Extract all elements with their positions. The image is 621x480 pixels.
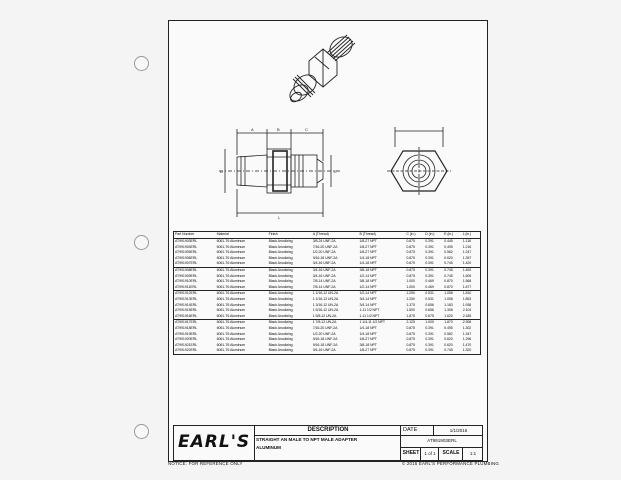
cell-material: 6061-T6 Aluminum — [216, 348, 246, 353]
binder-hole-top — [134, 56, 149, 71]
cell-e: 0.745 — [444, 261, 453, 266]
cell-c: 0.875 — [406, 325, 415, 330]
rights-notice: © 2016 EARL'S PERFORMANCE PLUMBING — [402, 461, 500, 466]
reference-notice: NOTICE: FOR REFERENCE ONLY — [168, 461, 243, 466]
cell-finish: Black Anodizing — [268, 255, 293, 260]
cell-material: 6061-T6 Aluminum — [216, 255, 246, 260]
cell-a: 1 1/16-12 UN-2A — [312, 296, 339, 301]
cell-d: 0.391 — [424, 267, 443, 273]
cell-a: 3/4-16 UNF-2A — [312, 348, 336, 353]
cell-c: 1.250 — [406, 296, 415, 301]
cell-c: 0.875 — [406, 261, 415, 266]
col-finish: Finish — [268, 232, 312, 239]
col-material: Material — [216, 232, 268, 239]
cell-l: 1.492 — [462, 267, 481, 273]
cell-part-number: AT991911ERL — [175, 284, 197, 289]
cell-c: 0.875 — [405, 267, 424, 273]
cell-d: 0.391 — [425, 342, 434, 347]
cell-d: 0.391 — [425, 239, 434, 243]
cell-finish: Black Anodizing — [268, 250, 293, 255]
cell-a: 7/16-20 UNF-2A — [312, 325, 338, 330]
cell-finish: Black Anodizing — [268, 239, 293, 243]
cell-l: 1.420 — [462, 261, 472, 266]
cell-e: 1.058 — [443, 291, 462, 297]
cell-part-number: AT991904ERL — [175, 244, 198, 249]
cell-material: 6061-T6 Aluminum — [216, 284, 246, 289]
cell-finish: Black Anodizing — [268, 267, 312, 273]
cell-b: 1/8-27 NPT — [359, 337, 377, 342]
dim-a-label: A — [251, 127, 254, 132]
dim-b-label: B — [277, 127, 280, 132]
cell-d: 0.391 — [425, 261, 434, 266]
cell-b: 1/4-18 NPT — [359, 325, 377, 330]
cell-d: 0.656 — [425, 302, 434, 307]
cell-l: 1.397 — [462, 255, 472, 260]
cell-l: 1.810 — [462, 291, 481, 297]
cell-finish: Black Anodizing — [268, 261, 293, 266]
cell-b: 3/8-18 NPT — [359, 279, 377, 284]
cell-c: 0.875 — [406, 331, 415, 336]
spec-table-body — [174, 239, 481, 355]
cell-c: 1.250 — [405, 291, 424, 297]
binder-hole-middle — [134, 235, 149, 250]
scale-header: SCALE — [438, 447, 463, 460]
cell-material: 6061-T6 Aluminum — [216, 331, 246, 336]
cell-part-number: AT991907ERL — [175, 261, 198, 266]
cell-material: 6061-T6 Aluminum — [216, 308, 246, 313]
cell-c: 0.875 — [406, 239, 415, 243]
cell-finish: Black Anodizing — [268, 337, 293, 342]
cell-l: 1.118 — [462, 239, 471, 243]
cell-l: 1.470 — [462, 342, 472, 347]
dim-l-label: L — [278, 215, 281, 220]
cell-c: 2.125 — [405, 320, 424, 326]
date-value: 1/1/2016 — [433, 426, 483, 436]
cell-e: 1.058 — [444, 296, 453, 301]
cell-d: 0.656 — [425, 308, 434, 313]
cell-c: 1.375 — [406, 302, 415, 307]
cell-e: 1.870 — [443, 320, 462, 326]
description-line-1: STRAIGHT AN MALE TO NPT MALE ADAPTER — [256, 437, 358, 442]
cell-e: 1.620 — [444, 313, 453, 318]
cell-l: 1.605 — [462, 273, 472, 278]
cell-part-number: AT991908ERL — [174, 267, 216, 273]
cell-d: 0.469 — [425, 279, 434, 284]
cell-a: 9/16-18 UNF-2A — [312, 255, 338, 260]
cell-part-number: AT991917ERL — [174, 320, 216, 326]
cell-material: 6061-T6 Aluminum — [216, 244, 246, 249]
cell-l: 2.185 — [462, 313, 472, 318]
cell-material: 6061-T6 Aluminum — [216, 342, 246, 347]
cell-material: 6061-T6 Aluminum — [216, 250, 246, 255]
cell-a: 1 5/8-12 UN-2A — [312, 313, 337, 318]
cell-material: 6061-T6 Aluminum — [216, 337, 246, 342]
cell-c: 1.875 — [406, 313, 415, 318]
cell-b: 3/8-18 NPT — [359, 342, 377, 347]
sheet-header: SHEET — [400, 447, 421, 460]
cell-part-number: AT991922ERL — [175, 348, 198, 353]
cell-finish: Black Anodizing — [268, 302, 293, 307]
cell-a: 1 1/16-12 UN-2A — [312, 291, 359, 297]
description-header: DESCRIPTION — [254, 426, 401, 436]
cell-finish: Black Anodizing — [268, 244, 293, 249]
spec-table — [173, 231, 481, 355]
cell-e: 0.495 — [444, 325, 453, 330]
cell-e: 0.620 — [444, 342, 453, 347]
description-line-2: ALUMINUM — [256, 445, 282, 450]
cell-part-number: AT991915ERL — [175, 308, 198, 313]
cell-b: 1/2-14 NPT — [359, 284, 377, 289]
side-view-drawing — [215, 121, 345, 231]
cell-d: 0.875 — [425, 313, 434, 318]
cell-part-number: AT991920ERL — [175, 337, 198, 342]
cell-part-number: AT991909ERL — [175, 273, 198, 278]
cell-d: 0.531 — [424, 291, 443, 297]
cell-c: 0.875 — [406, 342, 415, 347]
col-a: A (Thread) — [312, 232, 359, 239]
part-number-value: AT991903ERL — [400, 435, 483, 448]
cell-b: 1 1/4-11 1/2 NPT — [359, 320, 406, 326]
cell-d: 0.391 — [425, 273, 434, 278]
cell-e: 0.870 — [444, 284, 453, 289]
cell-material: 6061-T6 Aluminum — [216, 273, 246, 278]
cell-d: 0.531 — [425, 296, 434, 301]
binder-hole-bottom — [134, 424, 149, 439]
cell-l: 2.306 — [462, 320, 481, 326]
cell-d: 0.391 — [425, 331, 434, 336]
cell-finish: Black Anodizing — [268, 320, 312, 326]
cell-b: 1/4-18 NPT — [359, 255, 377, 260]
date-header: DATE — [400, 426, 434, 436]
cell-a: 3/4-16 UNF-2A — [312, 261, 336, 266]
cell-c: 0.875 — [406, 255, 415, 260]
cell-material: 6061-T6 Aluminum — [216, 325, 246, 330]
col-l: L (in.) — [462, 232, 481, 239]
cell-finish: Black Anodizing — [268, 308, 293, 313]
cell-e: 0.562 — [444, 331, 453, 336]
cell-l: 1.320 — [462, 348, 472, 353]
cell-d: 0.391 — [425, 348, 434, 353]
cell-e: 0.870 — [444, 279, 453, 284]
front-hex-view-drawing — [387, 121, 451, 211]
col-e: E (in.) — [443, 232, 462, 239]
cell-e: 0.745 — [444, 348, 453, 353]
cell-part-number: AT991905ERL — [175, 250, 198, 255]
cell-part-number: AT991912ERL — [174, 291, 216, 297]
cell-l: 1.347 — [462, 331, 472, 336]
cell-e: 1.308 — [444, 308, 453, 313]
cell-b: 1/8-27 NPT — [359, 239, 377, 243]
spec-table-header-row — [174, 232, 481, 239]
cell-e: 0.745 — [443, 267, 462, 273]
cell-c: 0.875 — [406, 348, 415, 353]
cell-finish: Black Anodizing — [268, 348, 293, 353]
cell-c: 0.875 — [406, 337, 415, 342]
cell-finish: Black Anodizing — [268, 273, 293, 278]
cell-part-number: AT991913ERL — [175, 296, 198, 301]
cell-a: 1 3/16-12 UN-2A — [312, 302, 339, 307]
cell-material: 6061-T6 Aluminum — [216, 279, 246, 284]
cell-a: 1/2-20 UNF-2A — [312, 250, 336, 255]
cell-material: 6061-T6 Aluminum — [216, 302, 246, 307]
isometric-view-drawing — [279, 31, 371, 109]
cell-material: 6061-T6 Aluminum — [216, 291, 268, 297]
dim-c-label: C — [305, 127, 308, 132]
cell-part-number: AT991916ERL — [175, 313, 198, 318]
cell-finish: Black Anodizing — [268, 331, 293, 336]
cell-finish: Black Anodizing — [268, 291, 312, 297]
cell-b: 3/4-14 NPT — [359, 302, 377, 307]
cell-e: 0.745 — [444, 273, 453, 278]
cell-a: 3/4-16 UNF-2A — [312, 273, 336, 278]
cell-part-number: AT991919ERL — [175, 331, 198, 336]
cell-c: 1.000 — [406, 284, 415, 289]
cell-l: 1.302 — [462, 325, 472, 330]
cell-a: 9/16-18 UNF-2A — [312, 337, 338, 342]
cell-e: 0.445 — [444, 239, 453, 243]
col-d: D (in.) — [424, 232, 443, 239]
cell-d: 0.469 — [425, 284, 434, 289]
cell-e: 0.620 — [444, 255, 453, 260]
cell-a: 7/16-20 UNF-2A — [312, 244, 338, 249]
cell-part-number: AT991918ERL — [175, 325, 198, 330]
cell-l: 1.568 — [462, 279, 472, 284]
cell-l: 1.853 — [462, 296, 472, 301]
dim-e-label: E — [334, 169, 337, 174]
cell-b: 1-11 1/2 NPT — [359, 313, 380, 318]
cell-b: 1/2-14 NPT — [359, 273, 377, 278]
cell-material: 6061-T6 Aluminum — [216, 320, 268, 326]
cell-finish: Black Anodizing — [268, 313, 293, 318]
cell-l: 1.247 — [462, 250, 472, 255]
cell-part-number: AT991921ERL — [175, 342, 198, 347]
cell-finish: Black Anodizing — [268, 279, 293, 284]
cell-finish: Black Anodizing — [268, 342, 293, 347]
cell-a: 3/8-24 UNF-2A — [312, 239, 336, 243]
cell-d: 1.000 — [424, 320, 443, 326]
cell-material: 6061-T6 Aluminum — [216, 313, 246, 318]
cell-material: 6061-T6 Aluminum — [216, 261, 246, 266]
cell-b: 3/4-14 NPT — [359, 296, 377, 301]
cell-material: 6061-T6 Aluminum — [216, 267, 268, 273]
cell-part-number: AT991903ERL — [175, 239, 198, 243]
cell-l: 1.216 — [462, 244, 472, 249]
col-part-number: Part Number — [174, 232, 216, 239]
cell-finish: Black Anodizing — [268, 325, 293, 330]
cell-b: 1/8-27 NPT — [359, 244, 377, 249]
cell-e: 0.495 — [444, 244, 453, 249]
cell-a: 1 5/16-12 UN-2A — [312, 308, 339, 313]
cell-c: 0.875 — [406, 244, 415, 249]
cell-finish: Black Anodizing — [268, 296, 293, 301]
cell-part-number: AT991910ERL — [175, 279, 198, 284]
cell-b: 3/8-18 NPT — [359, 267, 406, 273]
sheet-value: 1 of 1 — [420, 447, 439, 460]
cell-material: 6061-T6 Aluminum — [216, 296, 246, 301]
cell-l: 2.104 — [462, 308, 472, 313]
cell-a: 3/4-16 UNF-2A — [312, 267, 359, 273]
cell-b: 1/8-27 NPT — [359, 348, 377, 353]
cell-c: 1.500 — [406, 308, 415, 313]
cell-d: 0.391 — [425, 250, 434, 255]
cell-b: 1-11 1/2 NPT — [359, 308, 380, 313]
cell-part-number: AT991914ERL — [175, 302, 198, 307]
cell-part-number: AT991906ERL — [175, 255, 198, 260]
cell-a: 7/8-14 UNF-2A — [312, 279, 336, 284]
earls-logo: EARL'S — [178, 432, 251, 452]
cell-c: 1.000 — [406, 279, 415, 284]
table-row — [174, 348, 481, 354]
cell-d: 0.391 — [425, 325, 434, 330]
cell-l: 1.296 — [462, 337, 472, 342]
cell-d: 0.391 — [425, 244, 434, 249]
cell-e: 0.562 — [444, 250, 453, 255]
cell-l: 1.938 — [462, 302, 472, 307]
col-c: C (in.) — [405, 232, 424, 239]
cell-a: 7/8-14 UNF-2A — [312, 284, 336, 289]
cell-b: 1/4-18 NPT — [359, 261, 377, 266]
cell-c: 0.875 — [406, 273, 415, 278]
cell-b: 1/4-18 NPT — [359, 331, 377, 336]
cell-a: 9/16-18 UNF-2A — [312, 342, 338, 347]
cell-material: 6061-T6 Aluminum — [216, 239, 246, 243]
cell-b: 1/2-14 NPT — [359, 291, 406, 297]
scale-value: 1:1 — [462, 447, 483, 460]
title-block — [173, 425, 483, 461]
cell-a: 1/2-20 UNF-2A — [312, 331, 336, 336]
cell-c: 0.875 — [406, 250, 415, 255]
cell-d: 0.391 — [425, 255, 434, 260]
cell-finish: Black Anodizing — [268, 284, 293, 289]
cell-e: 0.620 — [444, 337, 453, 342]
cell-a: 1 7/8-12 UN-2A — [312, 320, 359, 326]
drawing-sheet — [168, 20, 488, 462]
cell-b: 1/8-27 NPT — [359, 250, 377, 255]
col-b: B (Thread) — [359, 232, 406, 239]
dim-d-label: D — [220, 169, 223, 174]
cell-l: 1.677 — [462, 284, 472, 289]
cell-e: 1.183 — [444, 302, 453, 307]
cell-d: 0.391 — [425, 337, 434, 342]
